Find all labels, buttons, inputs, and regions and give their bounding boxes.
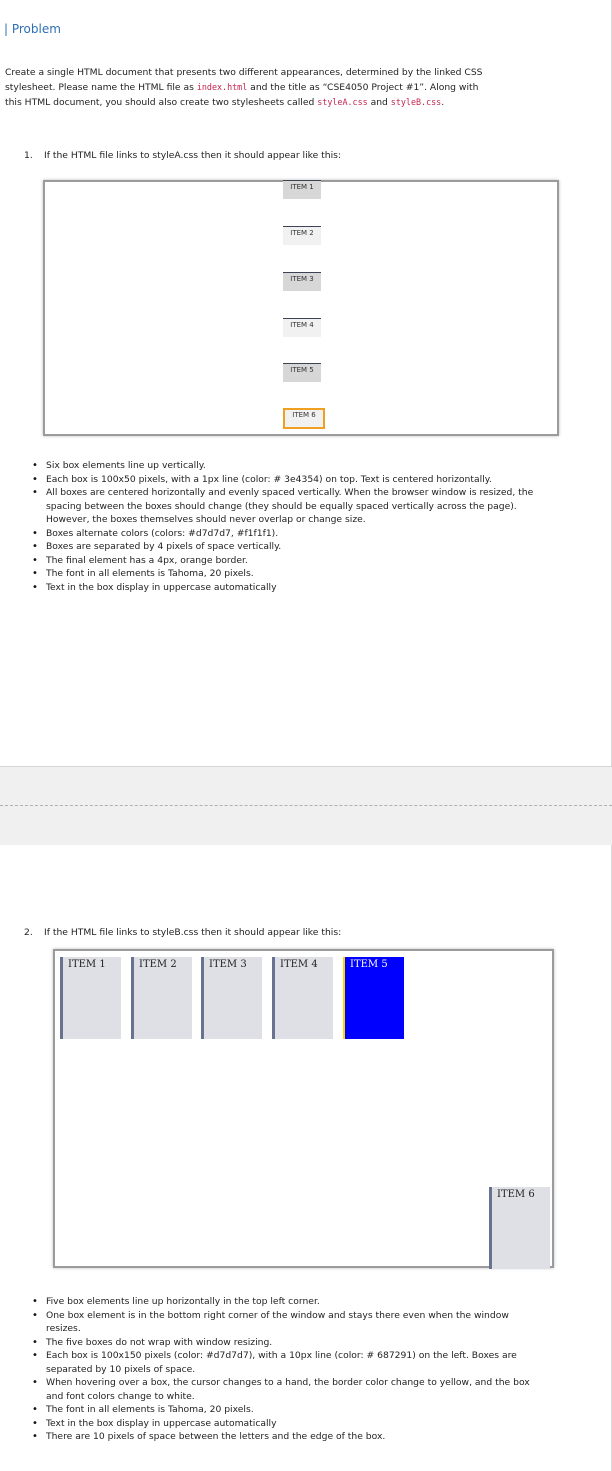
question-2-text: If the HTML file links to styleB.css then it should appear like this:	[44, 927, 342, 938]
intro-line-2a: stylesheet. Please name the HTML file as	[5, 82, 197, 93]
bullet-a-3: • All boxes are centered horizontally and evenly spaced vertically. When the browser window is resized, the spacing between the boxes should change (they should be equally spaced vertically across the page). However, the boxes themselves should never overlap or change size.	[26, 486, 546, 527]
bullet-a-5: • Boxes are separated by 4 pixels of space vertically.	[26, 540, 546, 554]
question-2-number: 2.	[24, 927, 33, 938]
style-a-preview	[43, 180, 559, 436]
bullet-b-2: • One box element is in the bottom right corner of the window and stays there even when the window resizes.	[26, 1309, 546, 1336]
demo-b-item-2[interactable]: ITEM 2	[131, 957, 192, 1039]
page-two	[0, 845, 612, 1471]
demo-a-item-3: ITEM 3	[283, 272, 321, 291]
question-1-text: If the HTML file links to styleA.css then it should appear like this:	[44, 150, 342, 161]
bullet-b-4: • Each box is 100x150 pixels (color: #d7d7d7), with a 10px line (color: # 687291) on the left. Boxes are separated by 10 pixels of space.	[26, 1349, 546, 1376]
demo-a-item-1: ITEM 1	[283, 180, 321, 199]
page-break	[0, 766, 612, 846]
bullet-a-4: • Boxes alternate colors (colors: #d7d7d7, #f1f1f1).	[26, 527, 546, 541]
bullet-a-8: • Text in the box display in uppercase automatically	[26, 581, 546, 595]
bullet-b-1: • Five box elements line up horizontally in the top left corner.	[26, 1295, 546, 1309]
demo-b-item-5-hovered[interactable]: ITEM 5	[343, 957, 404, 1039]
demo-b-item-4[interactable]: ITEM 4	[272, 957, 333, 1039]
demo-a-item-5: ITEM 5	[283, 363, 321, 382]
demo-a-item-2: ITEM 2	[283, 226, 321, 245]
bullet-a-7: • The font in all elements is Tahoma, 20 pixels.	[26, 567, 546, 581]
page-break-divider	[0, 805, 612, 806]
style-b-preview	[53, 949, 554, 1268]
bullet-b-3: • The five boxes do not wrap with window resizing.	[26, 1336, 546, 1350]
bullet-a-1: • Six box elements line up vertically.	[26, 459, 546, 473]
bullet-a-6: • The final element has a 4px, orange border.	[26, 554, 546, 568]
demo-a-item-6: ITEM 6	[283, 408, 325, 429]
bullet-b-6: • The font in all elements is Tahoma, 20 pixels.	[26, 1403, 546, 1417]
style-a-requirements	[26, 459, 546, 594]
bullet-b-7: • Text in the box display in uppercase automatically	[26, 1417, 546, 1431]
intro-and: and	[367, 97, 391, 108]
demo-b-corner-item[interactable]: ITEM 6	[489, 1187, 550, 1269]
bullet-b-5: • When hovering over a box, the cursor changes to a hand, the border color change to yellow, and the box and font colors change to white.	[26, 1376, 546, 1403]
code-styleb: styleB.css	[390, 97, 442, 107]
style-b-requirements	[26, 1295, 546, 1444]
question-1-number: 1.	[24, 150, 33, 161]
bullet-a-2: • Each box is 100x50 pixels, with a 1px line (color: # 3e4354) on top. Text is centered horizontally.	[26, 473, 546, 487]
demo-b-item-3[interactable]: ITEM 3	[201, 957, 262, 1039]
question-1	[24, 150, 341, 161]
intro-period: .	[441, 97, 445, 108]
section-title: | Problem	[4, 22, 61, 36]
intro-line-3a: this HTML document, you should also create two stylesheets called	[5, 97, 318, 108]
intro-line-2b: and the title as “CSE4050 Project #1”. Along with	[247, 82, 479, 93]
intro-paragraph	[5, 66, 545, 110]
demo-b-item-1[interactable]: ITEM 1	[60, 957, 121, 1039]
question-2	[24, 927, 341, 938]
demo-a-item-4: ITEM 4	[283, 318, 321, 337]
intro-line-1: Create a single HTML document that presents two different appearances, determined by the linked CSS	[5, 67, 483, 78]
bullet-b-8: • There are 10 pixels of space between the letters and the edge of the box.	[26, 1430, 546, 1444]
code-index-html: index.html	[196, 82, 248, 92]
code-stylea: styleA.css	[317, 97, 368, 107]
